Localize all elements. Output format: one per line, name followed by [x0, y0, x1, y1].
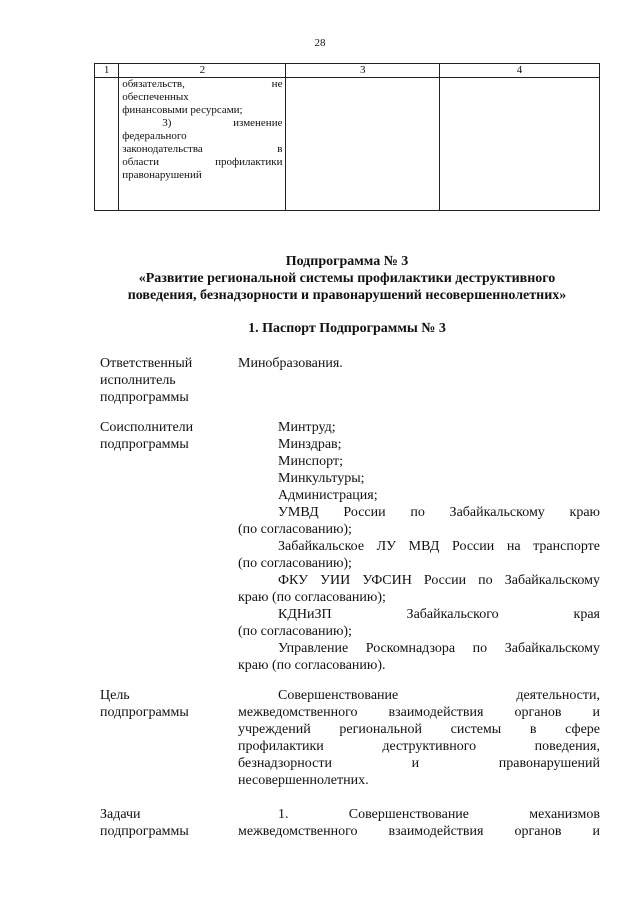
row-label	[100, 419, 210, 453]
label-line: исполнитель	[100, 373, 176, 388]
value-line: несовершеннолетних.	[238, 773, 369, 788]
value-line: Совершенствование деятельности,	[278, 688, 600, 703]
cell-line: области профилактики	[122, 156, 283, 168]
passport-row-responsible	[100, 355, 600, 407]
value-line: Администрация;	[278, 488, 378, 503]
value-line: Минобразования.	[238, 356, 343, 371]
passport-row-tasks	[100, 806, 600, 842]
value-line: межведомственного взаимодействия органов и	[238, 824, 600, 839]
cell-line: обязательств, не	[122, 78, 283, 90]
value-line: Управление Роскомнадзора по Забайкальскому	[278, 641, 600, 656]
value-line: (по согласованию);	[238, 522, 352, 537]
column-header-4: 4	[440, 64, 600, 78]
label-line: подпрограммы	[100, 437, 189, 452]
row-value	[238, 687, 600, 789]
value-line: (по согласованию);	[238, 624, 352, 639]
value-line: Забайкальское ЛУ МВД России на транспорте	[278, 539, 600, 554]
table-cell-empty	[286, 78, 440, 211]
value-line: учреждений региональной системы в сфере	[238, 722, 600, 737]
subprogram-subtitle-line1: «Развитие региональной системы профилактики деструктивного	[138, 271, 556, 286]
table-cell-text	[119, 78, 286, 211]
label-line: подпрограммы	[100, 390, 189, 405]
value-line: 1. Совершенствование механизмов	[278, 807, 600, 822]
cell-line: законодательства в	[122, 143, 283, 155]
cell-line: 3) изменение	[162, 117, 283, 129]
cell-line: финансовыми ресурсами;	[122, 104, 243, 116]
row-value	[238, 355, 600, 372]
table-cell-empty	[95, 78, 119, 211]
value-line: краю (по согласованию);	[238, 590, 386, 605]
passport-row-coexecutors	[100, 419, 600, 679]
value-line: КДНиЗП Забайкальского края	[278, 607, 600, 622]
cell-line: обеспеченных	[122, 91, 189, 103]
value-line: безнадзорности и правонарушений	[238, 756, 600, 771]
cell-line: правонарушений	[122, 169, 202, 181]
label-line: Соисполнители	[100, 420, 194, 435]
table-row	[95, 78, 600, 211]
subprogram-subtitle-line2: поведения, безнадзорности и правонарушений несовершеннолетних»	[127, 288, 567, 303]
continuation-table	[94, 63, 600, 211]
value-line: Минспорт;	[278, 454, 343, 469]
row-label	[100, 687, 210, 721]
value-line: профилактики деструктивного поведения,	[238, 739, 600, 754]
column-header-1: 1	[95, 64, 119, 78]
row-label	[100, 806, 210, 840]
value-line: (по согласованию);	[238, 556, 352, 571]
passport-title: 1. Паспорт Подпрограммы № 3	[248, 321, 446, 336]
subprogram-title: Подпрограмма № 3	[285, 254, 409, 269]
table-cell-empty	[440, 78, 600, 211]
value-line: УМВД России по Забайкальскому краю	[278, 505, 600, 520]
cell-line: федерального	[122, 130, 187, 142]
row-label	[100, 355, 210, 406]
label-line: Цель	[100, 688, 130, 703]
table-header-row	[95, 64, 600, 78]
value-line: краю (по согласованию).	[238, 658, 386, 673]
label-line: Задачи	[100, 807, 141, 822]
value-line: Минздрав;	[278, 437, 342, 452]
row-value	[238, 419, 600, 674]
passport-row-goal	[100, 687, 600, 791]
label-line: подпрограммы	[100, 705, 189, 720]
value-line: Минтруд;	[278, 420, 336, 435]
value-line: ФКУ УИИ УФСИН России по Забайкальскому	[278, 573, 600, 588]
value-line: Минкультуры;	[278, 471, 365, 486]
page-number: 28	[314, 37, 326, 49]
row-value	[238, 806, 600, 840]
column-header-3: 3	[286, 64, 440, 78]
value-line: межведомственного взаимодействия органов и	[238, 705, 600, 720]
label-line: Ответственный	[100, 356, 193, 371]
label-line: подпрограммы	[100, 824, 189, 839]
column-header-2: 2	[119, 64, 286, 78]
